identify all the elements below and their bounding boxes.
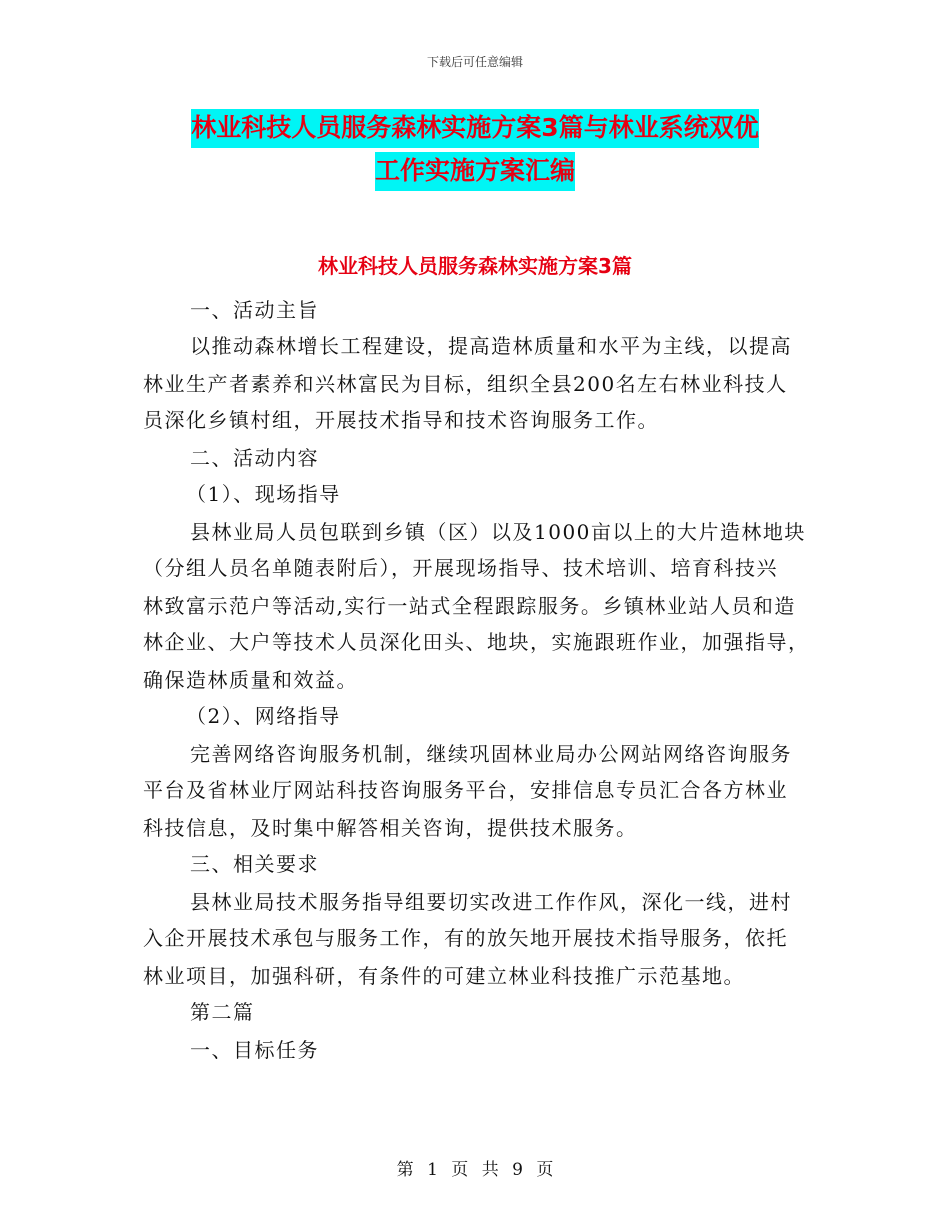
paragraph-line: 林业项目，加强科研，有条件的可建立林业科技推广示范基地。 [143,964,745,988]
subheading-onsite-guidance: （1）、现场指导 [186,482,341,506]
section-title: 林业科技人员服务森林实施方案3篇 [318,254,632,278]
paragraph-line: 平台及省林业厅网站科技咨询服务平台，安排信息专员汇合各方林业 [143,778,788,802]
heading-second-part: 第二篇 [190,1000,255,1024]
paragraph-line: 县林业局人员包联到乡镇（区）以及1000亩以上的大片造林地块 [190,520,806,544]
subheading-network-guidance: （2）、网络指导 [186,704,341,728]
paragraph-line: 县林业局技术服务指导组要切实改进工作作风，深化一线，进村 [190,890,792,914]
paragraph-line: 确保造林质量和效益。 [143,668,358,692]
paragraph-line: （分组人员名单随表附后），开展现场指导、技术培训、培育科技兴 [143,556,778,580]
paragraph-line: 科技信息，及时集中解答相关咨询，提供技术服务。 [143,816,638,840]
paragraph-line: 完善网络咨询服务机制，继续巩固林业局办公网站网络咨询服务 [190,742,792,766]
heading-goal-tasks: 一、目标任务 [190,1038,319,1062]
document-title-line-2: 工作实施方案汇编 [0,158,950,183]
heading-activity-purpose: 一、活动主旨 [190,298,319,322]
document-title-line-1: 林业科技人员服务森林实施方案3篇与林业系统双优 [0,115,950,140]
paragraph-line: 员深化乡镇村组，开展技术指导和技术咨询服务工作。 [143,408,659,432]
heading-requirements: 三、相关要求 [190,852,319,876]
header-note: 下载后可任意编辑 [426,55,523,69]
heading-activity-content: 二、活动内容 [190,446,319,470]
paragraph-line: 林致富示范户等活动,实行一站式全程跟踪服务。乡镇林业站人员和造 [143,594,796,618]
page-number-footer: 第 1 页 共 9 页 [396,1160,554,1180]
paragraph-line: 以推动森林增长工程建设，提高造林质量和水平为主线，以提高 [190,334,792,358]
paragraph-line: 林企业、大户等技术人员深化田头、地块，实施跟班作业，加强指导， [143,630,810,654]
paragraph-line: 入企开展技术承包与服务工作，有的放矢地开展技术指导服务，依托 [143,926,788,950]
paragraph-line: 林业生产者素养和兴林富民为目标，组织全县200名左右林业科技人 [143,372,788,396]
